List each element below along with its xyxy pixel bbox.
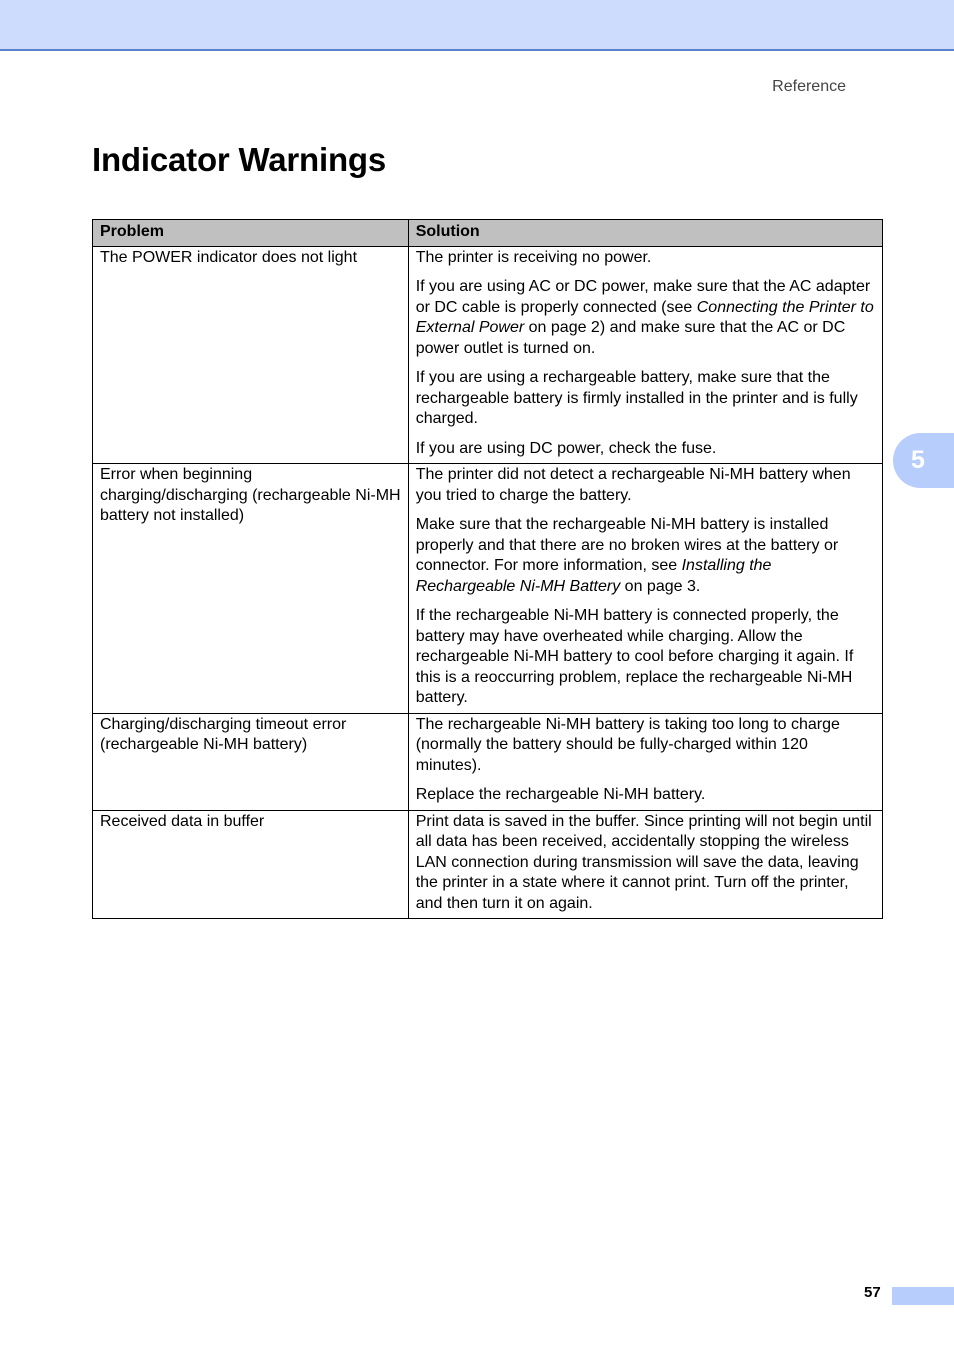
table-row (93, 810, 883, 919)
solution-text: on page 3. (620, 577, 701, 595)
solution-text: Make sure that the rechargeable Ni-MH battery is installed properly and that there are no broken wires at the battery or connector. For more information, see (415, 516, 839, 574)
header-band (0, 0, 954, 51)
chapter-tab[interactable]: 5 (893, 433, 954, 488)
solution-paragraph (416, 515, 875, 597)
solution-cell (408, 810, 882, 919)
solution-cell (408, 713, 882, 810)
problem-cell: Charging/discharging timeout error (rechargeable Ni-MH battery) (93, 713, 409, 810)
solution-paragraph: If the rechargeable Ni-MH battery is connected properly, the battery may have overheated while charging. Allow the rechargeable Ni-MH battery to cool before charging it again. If this is a reoccurring problem, replace the rechargeable Ni-MH battery. (415, 607, 854, 706)
solution-text: on page 2) and make sure that the AC or DC power outlet is turned on. (415, 319, 846, 357)
table-header-row (93, 220, 883, 247)
section-label: Reference (772, 78, 846, 95)
page-title: Indicator Warnings (92, 141, 387, 178)
column-header-solution: Solution (408, 220, 882, 247)
solution-paragraph: Print data is saved in the buffer. Since printing will not begin until all data has been received, accidentally stopping the wireless LAN connection during transmission will save the data, leaving the printer in a state where it cannot print. Turn off the printer, and then turn it on again. (415, 812, 872, 912)
solution-paragraph: Replace the rechargeable Ni-MH battery. (415, 786, 706, 803)
problem-cell: Received data in buffer (93, 810, 409, 919)
problem-cell: Error when beginning charging/discharging (rechargeable Ni-MH battery not installed) (93, 464, 409, 714)
table-row (93, 246, 883, 464)
table-row (93, 713, 883, 810)
solution-paragraph: If you are using a rechargeable battery, make sure that the rechargeable battery is firmly installed in the printer and is fully charged. (415, 369, 858, 427)
solution-paragraph: The printer is receiving no power. (415, 248, 652, 266)
solution-cell (408, 246, 882, 464)
solution-paragraph: If you are using DC power, check the fuse. (415, 439, 717, 457)
solution-paragraph: The printer did not detect a rechargeable Ni-MH battery when you tried to charge the battery. (415, 466, 851, 504)
solution-paragraph (416, 277, 875, 359)
column-header-problem: Problem (93, 220, 409, 247)
page-reference-link[interactable]: Installing the Rechargeable Ni-MH Battery (415, 557, 772, 595)
footer-tab (892, 1287, 954, 1305)
solution-paragraph: The rechargeable Ni-MH battery is taking too long to charge (normally the battery should be fully-charged within 120 minutes). (415, 715, 840, 774)
indicator-warnings-table (92, 219, 883, 919)
problem-cell: The POWER indicator does not light (93, 246, 409, 464)
solution-text: If you are using AC or DC power, make sure that the AC adapter or DC cable is properly connected (see (415, 278, 871, 316)
page-reference-link[interactable]: Connecting the Printer to External Power (415, 298, 874, 336)
page-number: 57 (864, 1284, 881, 1301)
table-row (93, 464, 883, 714)
solution-cell (408, 464, 882, 714)
